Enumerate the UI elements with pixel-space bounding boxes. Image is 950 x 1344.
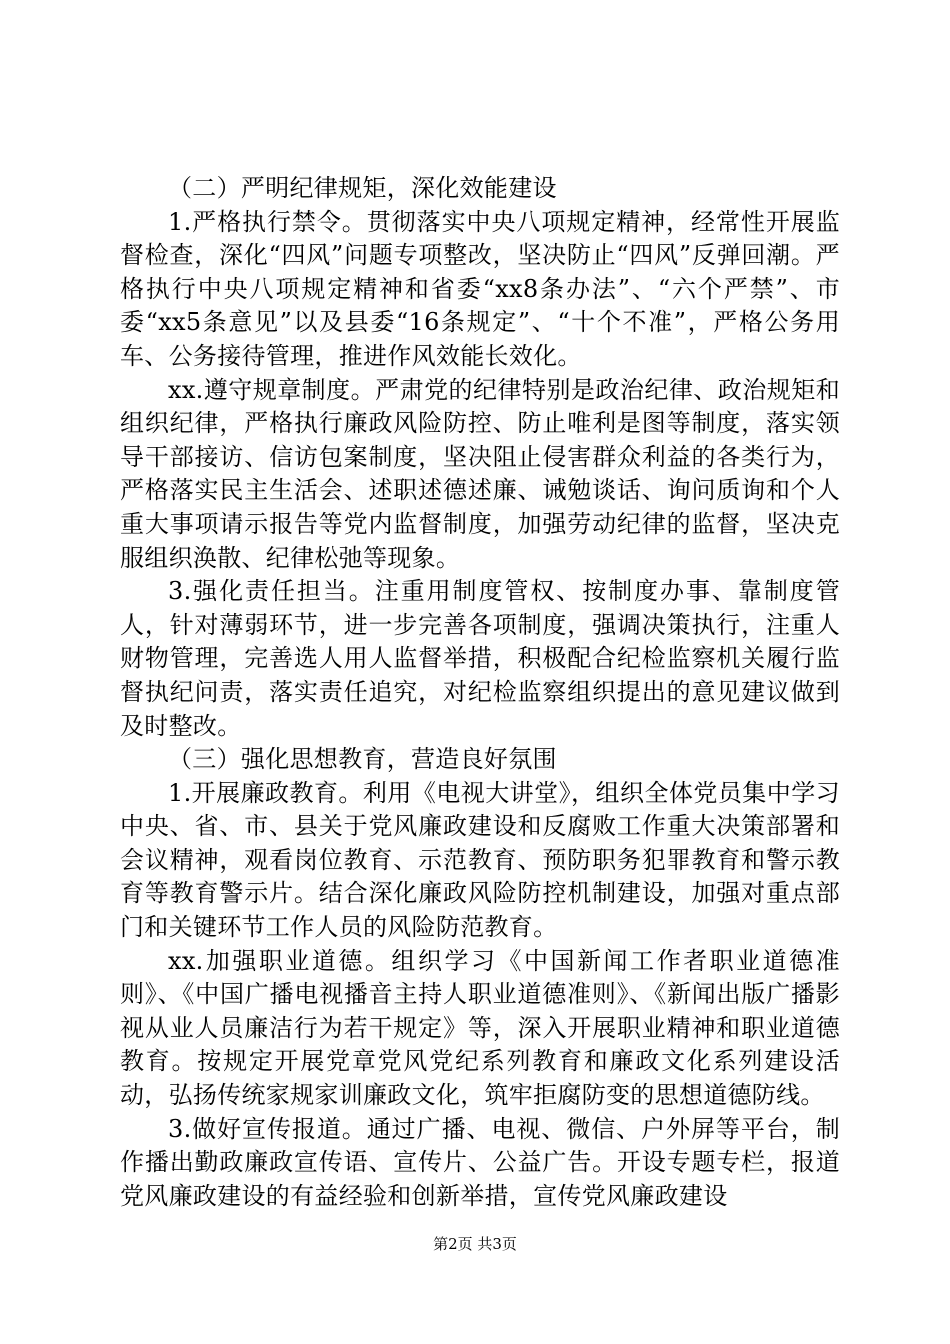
document-body xyxy=(120,172,840,1213)
page-footer: 第2页 共3页 xyxy=(433,1235,517,1253)
paragraph-professional-ethics: xx.加强职业道德。组织学习《中国新闻工作者职业道德准则》、《中国广播电视播音主持人职业道德准则》、《新闻出版广播影视从业人员廉洁行为若干规定》等，深入开展职业精神和职业道德教育。按规定开展党章党风党纪系列教育和廉政文化系列建设活动，弘扬传统家规家训廉政文化，筑牢拒腐防变的思想道德防线。 xyxy=(120,946,840,1110)
paragraph-observe-rules: xx.遵守规章制度。严肃党的纪律特别是政治纪律、政治规矩和组织纪律，严格执行廉政风险防控、防止唯利是图等制度，落实领导干部接访、信访包案制度，坚决阻止侵害群众利益的各类行为，严格落实民主生活会、述职述德述廉、诫勉谈话、询问质询和个人重大事项请示报告等党内监督制度，加强劳动纪律的监督，坚决克服组织涣散、纪律松弛等现象。 xyxy=(120,375,840,572)
paragraph-strict-prohibition: 1.严格执行禁令。贯彻落实中央八项规定精神，经常性开展监督检查，深化“四风”问题专项整改，坚决防止“四风”反弹回潮。严格执行中央八项规定精神和省委“xx8条办法”、“六个严禁”、市委“xx5条意见”以及县委“16条规定”、“十个不准”，严格公务用车、公务接待管理，推进作风效能长效化。 xyxy=(120,207,840,370)
section-heading-3: （三）强化思想教育，营造良好氛围 xyxy=(168,745,557,774)
paragraph-integrity-education: 1.开展廉政教育。利用《电视大讲堂》，组织全体党员集中学习中央、省、市、县关于党风廉政建设和反腐败工作重大决策部署和会议精神，观看岗位教育、示范教育、预防职务犯罪教育和警示教育等教育警示片。结合深化廉政风险防控机制建设，加强对重点部门和关键环节工作人员的风险防范教育。 xyxy=(120,778,840,942)
section-heading-2: （二）严明纪律规矩，深化效能建设 xyxy=(168,174,557,202)
paragraph-responsibility: 3.强化责任担当。注重用制度管权、按制度办事、靠制度管人，针对薄弱环节，进一步完善各项制度，强调决策执行，注重人财物管理，完善选人用人监督举措，积极配合纪检监察机关履行监督执纪问责，落实责任追究，对纪检监察组织提出的意见建议做到及时整改。 xyxy=(120,577,840,740)
paragraph-publicity: 3.做好宣传报道。通过广播、电视、微信、户外屏等平台，制作播出勤政廉政宣传语、宣传片、公益广告。开设专题专栏，报道党风廉政建设的有益经验和创新举措，宣传党风廉政建设 xyxy=(120,1114,840,1210)
